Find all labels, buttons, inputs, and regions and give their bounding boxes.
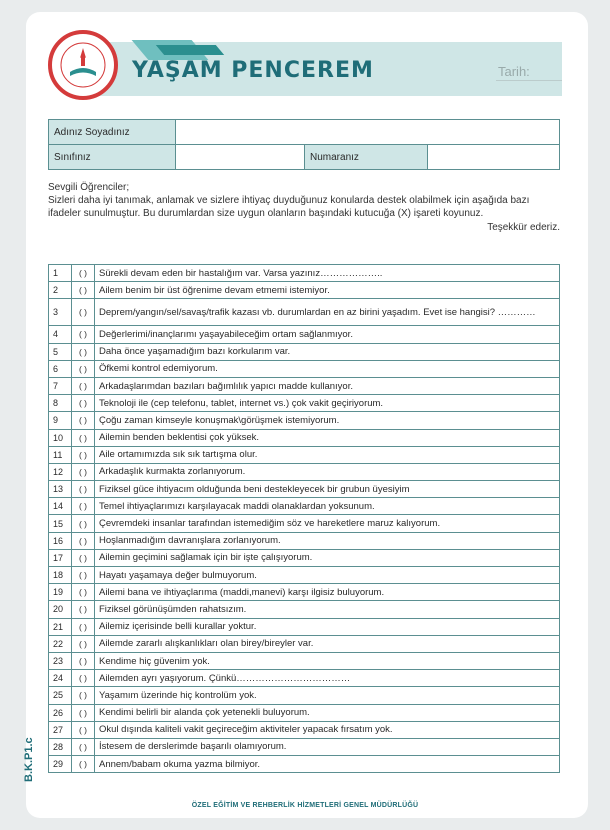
item-checkbox[interactable]: ( ) [72,498,95,515]
item-number: 20 [49,601,72,618]
table-row [49,265,560,282]
item-number: 4 [49,326,72,343]
statement-table [48,264,560,773]
item-text: Arkadaşlarımdan bazıları bağımlılık yapıcı madde kullanıyor. [95,377,560,394]
intro-text [48,181,560,234]
date-label: Tarih: [498,64,530,79]
item-number: 3 [49,299,72,326]
item-number: 1 [49,265,72,282]
item-text: Ailem benim bir üst öğrenime devam etmemi istemiyor. [95,282,560,299]
table-row [49,515,560,532]
name-label: Adınız Soyadınız [49,120,176,145]
table-row [49,299,560,326]
item-text: Teknoloji ile (cep telefonu, tablet, internet vs.) çok vakit geçiriyorum. [95,395,560,412]
number-label: Numaranız [305,145,428,170]
table-row [49,446,560,463]
table-row [49,463,560,480]
class-field[interactable] [176,145,305,170]
table-row [49,343,560,360]
item-text: İstesem de derslerimde başarılı olamıyorum. [95,738,560,755]
item-number: 14 [49,498,72,515]
item-number: 7 [49,377,72,394]
item-checkbox[interactable]: ( ) [72,360,95,377]
item-checkbox[interactable]: ( ) [72,721,95,738]
item-text: Hoşlanmadığım davranışlara zorlanıyorum. [95,532,560,549]
item-text: Ailemde zararlı alışkanlıkları olan birey/bireyler var. [95,635,560,652]
table-row [49,687,560,704]
item-text: Annem/babam okuma yazma bilmiyor. [95,756,560,773]
item-number: 10 [49,429,72,446]
item-checkbox[interactable]: ( ) [72,282,95,299]
item-checkbox[interactable]: ( ) [72,532,95,549]
table-row [49,721,560,738]
item-text: Arkadaşlık kurmakta zorlanıyorum. [95,463,560,480]
item-text: Okul dışında kaliteli vakit geçireceğim aktiviteler yapacak fırsatım yok. [95,721,560,738]
item-number: 13 [49,481,72,498]
table-row [49,360,560,377]
table-row [49,670,560,687]
table-row [49,584,560,601]
item-number: 16 [49,532,72,549]
item-checkbox[interactable]: ( ) [72,635,95,652]
class-label: Sınıfınız [49,145,176,170]
table-row [49,532,560,549]
table-row [49,481,560,498]
table-row [49,738,560,755]
item-checkbox[interactable]: ( ) [72,412,95,429]
item-checkbox[interactable]: ( ) [72,549,95,566]
item-number: 23 [49,652,72,669]
item-checkbox[interactable]: ( ) [72,756,95,773]
item-number: 25 [49,687,72,704]
table-row [49,412,560,429]
item-checkbox[interactable]: ( ) [72,515,95,532]
greeting: Sevgili Öğrenciler; [48,182,130,193]
item-checkbox[interactable]: ( ) [72,377,95,394]
page-title: YAŞAM PENCEREM [132,58,374,83]
item-number: 18 [49,567,72,584]
item-text: Fiziksel güce ihtiyacım olduğunda beni destekleyecek bir grubun üyesiyim [95,481,560,498]
item-number: 12 [49,463,72,480]
table-row [49,377,560,394]
item-number: 15 [49,515,72,532]
item-text: Ailemin benden beklentisi çok yüksek. [95,429,560,446]
item-number: 26 [49,704,72,721]
item-text: Ailemden ayrı yaşıyorum. Çünkü……………………………… [95,670,560,687]
footer: ÖZEL EĞİTİM VE REHBERLİK HİZMETLERİ GENEL MÜDÜRLÜĞÜ [191,802,419,809]
item-checkbox[interactable]: ( ) [72,738,95,755]
item-number: 29 [49,756,72,773]
item-number: 2 [49,282,72,299]
item-checkbox[interactable]: ( ) [72,429,95,446]
table-row [49,652,560,669]
item-checkbox[interactable]: ( ) [72,670,95,687]
item-checkbox[interactable]: ( ) [72,704,95,721]
table-row [49,326,560,343]
meb-logo [48,30,118,100]
table-row [49,618,560,635]
item-checkbox[interactable]: ( ) [72,652,95,669]
item-number: 6 [49,360,72,377]
instructions: Sizleri daha iyi tanımak, anlamak ve sizlere ihtiyaç duyduğunuz konularda destek olabilmek için aşağıda bazı ifadeler sunulmuştur. Bu durumlardan size uygun olanların başındaki kutucuğa (X) işareti koyunuz. [48,195,530,219]
item-checkbox[interactable]: ( ) [72,446,95,463]
item-number: 5 [49,343,72,360]
item-text: Ailemin geçimini sağlamak için bir işte çalışıyorum. [95,549,560,566]
student-info-table [48,119,560,170]
item-checkbox[interactable]: ( ) [72,326,95,343]
item-text: Kendimi belirli bir alanda çok yetenekli buluyorum. [95,704,560,721]
item-text: Fiziksel görünüşümden rahatsızım. [95,601,560,618]
table-row [49,282,560,299]
header-stripe-dark [156,45,224,55]
form-code: B.K.P1.c [23,737,35,782]
thanks: Teşekkür ederiz. [487,222,560,233]
item-checkbox[interactable]: ( ) [72,687,95,704]
item-text: Aile ortamımızda sık sık tartışma olur. [95,446,560,463]
item-text: Daha önce yaşamadığım bazı korkularım var. [95,343,560,360]
item-number: 9 [49,412,72,429]
item-text: Yaşamım üzerinde hiç kontrolüm yok. [95,687,560,704]
table-row [49,567,560,584]
table-row [49,395,560,412]
item-text: Öfkemi kontrol edemiyorum. [95,360,560,377]
item-number: 19 [49,584,72,601]
item-text: Temel ihtiyaçlarımızı karşılayacak maddi olanaklardan yoksunum. [95,498,560,515]
date-line [496,80,562,81]
item-checkbox[interactable]: ( ) [72,463,95,480]
item-checkbox[interactable]: ( ) [72,265,95,282]
table-row [49,601,560,618]
item-number: 11 [49,446,72,463]
item-checkbox[interactable]: ( ) [72,584,95,601]
table-row [49,498,560,515]
item-text: Hayatı yaşamaya değer bulmuyorum. [95,567,560,584]
item-checkbox[interactable]: ( ) [72,567,95,584]
item-text: Deprem/yangın/sel/savaş/trafik kazası vb. durumlardan en az birini yaşadım. Evet ise hangisi? ………… [95,299,560,326]
item-checkbox[interactable]: ( ) [72,395,95,412]
item-text: Değerlerimi/inançlarımı yaşayabileceğim ortam sağlanmıyor. [95,326,560,343]
item-checkbox[interactable]: ( ) [72,343,95,360]
name-field[interactable] [176,120,560,145]
item-text: Çoğu zaman kimseyle konuşmak\görüşmek istemiyorum. [95,412,560,429]
table-row [49,756,560,773]
item-number: 28 [49,738,72,755]
item-text: Çevremdeki insanlar tarafından istemediğim söz ve hareketlere maruz kalıyorum. [95,515,560,532]
item-number: 8 [49,395,72,412]
item-number: 17 [49,549,72,566]
item-checkbox[interactable]: ( ) [72,618,95,635]
item-number: 27 [49,721,72,738]
table-row [49,704,560,721]
item-number: 24 [49,670,72,687]
item-number: 21 [49,618,72,635]
table-row [49,429,560,446]
item-text: Sürekli devam eden bir hastalığım var. Varsa yazınız……………….. [95,265,560,282]
item-text: Ailemiz içerisinde belli kurallar yoktur. [95,618,560,635]
item-checkbox[interactable]: ( ) [72,601,95,618]
number-field[interactable] [428,145,560,170]
item-text: Ailemi bana ve ihtiyaçlarıma (maddi,manevi) karşı ilgisiz buluyorum. [95,584,560,601]
item-text: Kendime hiç güvenim yok. [95,652,560,669]
item-checkbox[interactable]: ( ) [72,299,95,326]
item-checkbox[interactable]: ( ) [72,481,95,498]
table-row [49,549,560,566]
item-number: 22 [49,635,72,652]
table-row [49,635,560,652]
